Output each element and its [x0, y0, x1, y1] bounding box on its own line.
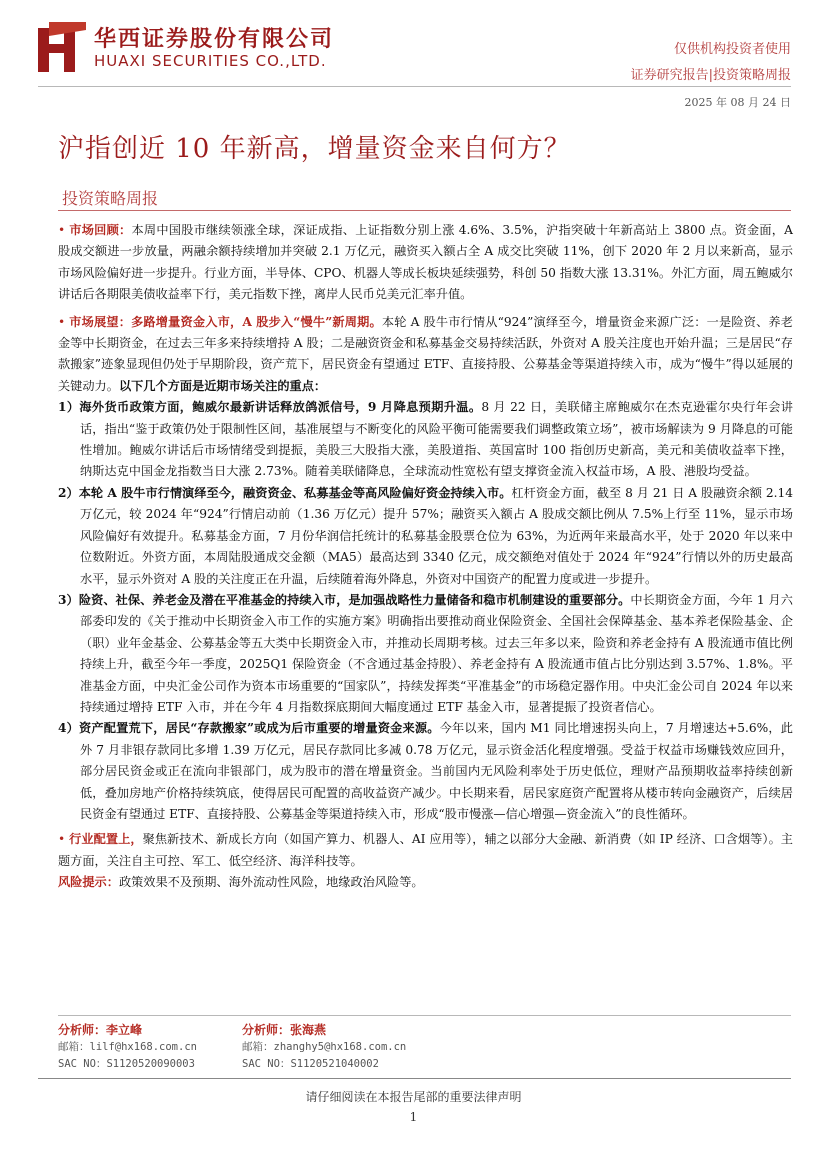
point-number: 1） [58, 400, 80, 415]
report-body [58, 220, 793, 900]
header-divider [38, 86, 791, 87]
point-text: 中长期资金方面，今年 1 月六部委印发的《关于推动中长期资金入市工作的实施方案》明确指出要推动商业保险资金、全国社会保障基金、基本养老保险基金、企（职）业年金基金、公募基金等五大类中长期资金入市，并推动长周期考核。过去三年多以来，险资和养老金持有 A 股流通市值比例持续上升，截至今年一季度，2025Q1 保险资金（不含通过基金持股）、养老金持有 A 股流通市值占比分别达到 3.57%、1.8%。平准基金方面，中央汇金公司作为资本市场重要的“国家队”，持续发挥类“平准基金”的市场稳定器作用。中央汇金公司自 2024 年以来持续通过增持 ETF 入市，并在今年 4 月指数探底期间大幅度通过 ETF 基金入市，显著提振了投资者信心。 [80, 592, 793, 714]
outlook-point [58, 397, 793, 483]
analyst-email[interactable]: zhanghy5@hx168.com.cn [273, 1041, 407, 1053]
analyst-label: 分析师： [58, 1023, 107, 1037]
analyst-divider [58, 1015, 791, 1016]
report-category: 证券研究报告|投资策略周报 [630, 68, 791, 83]
market-review-label: 市场回顾： [69, 223, 132, 237]
report-title: 沪指创近 10 年新高，增量资金来自何方？ [58, 134, 571, 164]
analyst-sac: S1120520090003 [106, 1058, 195, 1070]
point-text: 8 月 22 日，美联储主席鲍威尔在杰克逊霍尔央行年会讲话，指出“鉴于政策仍处于限制性区间，基准展望与不断变化的风险平衡可能需要我们调整政策立场”，被市场解读为 9 月降息的可能性增加。鲍威尔讲话后市场情绪受到提振，美股三大股指大涨，美股道指、英国富时 100 指创历史新高，美元和美债收益率下挫，纳斯达克中国金龙指数当日大涨 2.73%。随着美联储降息，全球流动性宽松有望支撑资金流入权益市场，A 股、港股均受益。 [80, 400, 793, 479]
outlook-label: 市场展望：多路增量资金入市，A 股步入“慢牛”新周期。 [69, 314, 382, 329]
market-review-paragraph [58, 220, 793, 306]
point-heading: 本轮 A 股牛市行情演绎至今，融资资金、私募基金等高风险偏好资金持续入市。 [78, 485, 512, 500]
report-date: 2025 年 08 月 24 日 [684, 96, 791, 109]
analyst-name: 李立峰 [106, 1023, 143, 1037]
point-number: 4） [58, 721, 80, 736]
report-subtitle: 投资策略周报 [62, 189, 159, 208]
outlook-point [58, 590, 793, 718]
email-label: 邮箱： [242, 1041, 274, 1053]
outlook-paragraph [58, 312, 793, 398]
bullet-icon: • [58, 832, 70, 847]
point-heading: 险资、社保、养老金及潜在平准基金的持续入市，是加强战略性力量储备和稳市机制建设的重要部分。 [78, 592, 631, 607]
point-text: 今年以来，国内 M1 同比增速拐头向上，7 月增速达+5.6%，此外 7 月非银存款同比多增 1.39 万亿元，居民存款同比多减 0.78 万亿元，显示资金活化程度增强。受益于权益市场赚钱效应回升，部分居民资金或正在流向非银部门，成为股市的潜在增量资金。当前国内无风险利率处于历史低位，理财产品预期收益率持续创新低，叠加房地产价格持续筑底，使得居民可配置的高收益资产减少。中长期来看，居民家庭资产配置将从楼市转向金融资产，后续居民资金有望通过 ETF、直接持股、公募基金等渠道持续入市，形成“股市慢涨—信心增强—资金流入”的良性循环。 [80, 721, 793, 821]
legal-disclaimer: 请仔细阅读在本报告尾部的重要法律声明 [305, 1090, 522, 1104]
company-name-en: HUAXI SECURITIES CO.,LTD. [94, 52, 327, 70]
analyst-email[interactable]: lilf@hx168.com.cn [89, 1041, 197, 1053]
sac-label: SAC NO： [58, 1058, 107, 1070]
analyst-card [242, 1022, 406, 1073]
company-name-cn: 华西证券股份有限公司 [94, 27, 335, 52]
risk-label: 风险提示： [58, 875, 119, 890]
outlook-text: 本轮 A 股牛市行情从“924”演绎至今，增量资金来源广泛：一是险资、养老金等中长期资金，在过去三年多来持续增持 A 股；二是融资资金和私募基金交易持续活跃，外资对 A 股关注度也开始升温；三是居民“存款搬家”迹象显现但仍处于早期阶段，资产荒下，居民资金有望通过 ETF、直接持股、公募基金等渠道持续入市，成为“慢牛”得以延展的关键动力。 [58, 314, 793, 393]
audience-note: 仅供机构投资者使用 [673, 42, 791, 57]
email-label: 邮箱： [58, 1041, 90, 1053]
point-number: 2） [58, 485, 79, 500]
footer-divider [38, 1078, 791, 1079]
industry-paragraph [58, 829, 793, 872]
point-heading: 资产配置荒下，居民“存款搬家”或成为后市重要的增量资金来源。 [79, 721, 440, 736]
analyst-sac: S1120521040002 [290, 1058, 379, 1070]
bullet-icon: • [58, 314, 70, 329]
company-logo [38, 22, 86, 72]
point-text: 杠杆资金方面，截至 8 月 21 日 A 股融资余额 2.14 万亿元，较 2024 年“924”行情启动前（1.36 万亿元）提升 57%；融资买入额占 A 股成交额比例从 7.5%上行至 11%，显示市场风险偏好有效提升。私募基金方面，7 月份华润信托统计的私募基金股票仓位为 63%，为近两年来最高水平，处于 2020 年以来中位数附近。外资方面，本周陆股通成交金额（MA5）最高达到 3340 亿元，成交额绝对值处于 2024 年“924”行情以外的历史最高水平，显示外资对 A 股的关注度正在升温，后续随着海外降息，外资对中国资产的配置力度或进一步提升。 [80, 485, 793, 586]
industry-label: 行业配置上， [69, 832, 143, 847]
industry-text: 聚焦新技术、新成长方向（如国产算力、机器人、AI 应用等），辅之以部分大金融、新消费（如 IP 经济、口含烟等）。主题方面，关注自主可控、军工、低空经济、海洋科技等。 [58, 832, 793, 868]
outlook-point [58, 718, 793, 825]
point-heading: 海外货币政策方面，鲍威尔最新讲话释放鸽派信号，9 月降息预期升温。 [79, 400, 482, 415]
bullet-icon: • [58, 223, 70, 237]
market-review-text: 本周中国股市继续领涨全球，深证成指、上证指数分别上涨 4.6%、3.5%，沪指突破十年新高站上 3800 点。资金面，A 股成交额进一步放量，两融余额持续增加并突破 2.1 万亿元，融资买入额占全 A 成交比突破 11%，创下 2020 年 2 月以来新高，显示市场风险偏好进一步提升。行业方面，半导体、CPO、机器人等成长板块延续强势，科创 50 指数大涨 13.31%。外汇方面，周五鲍威尔讲话后各期限美债收益率下行，美元指数下挫，离岸人民币兑美元汇率升值。 [58, 223, 793, 302]
page-number: 1 [409, 1110, 418, 1124]
outlook-bold-tail: 以下几个方面是近期市场关注的重点： [118, 378, 327, 393]
outlook-point [58, 483, 793, 590]
point-number: 3） [58, 592, 79, 607]
risk-paragraph [58, 872, 793, 893]
analyst-card [58, 1022, 197, 1073]
analyst-name: 张海燕 [290, 1023, 327, 1037]
risk-text: 政策效果不及预期、海外流动性风险，地缘政治风险等。 [118, 875, 424, 890]
analyst-label: 分析师： [242, 1023, 291, 1037]
sac-label: SAC NO： [242, 1058, 291, 1070]
subtitle-divider [58, 210, 791, 211]
